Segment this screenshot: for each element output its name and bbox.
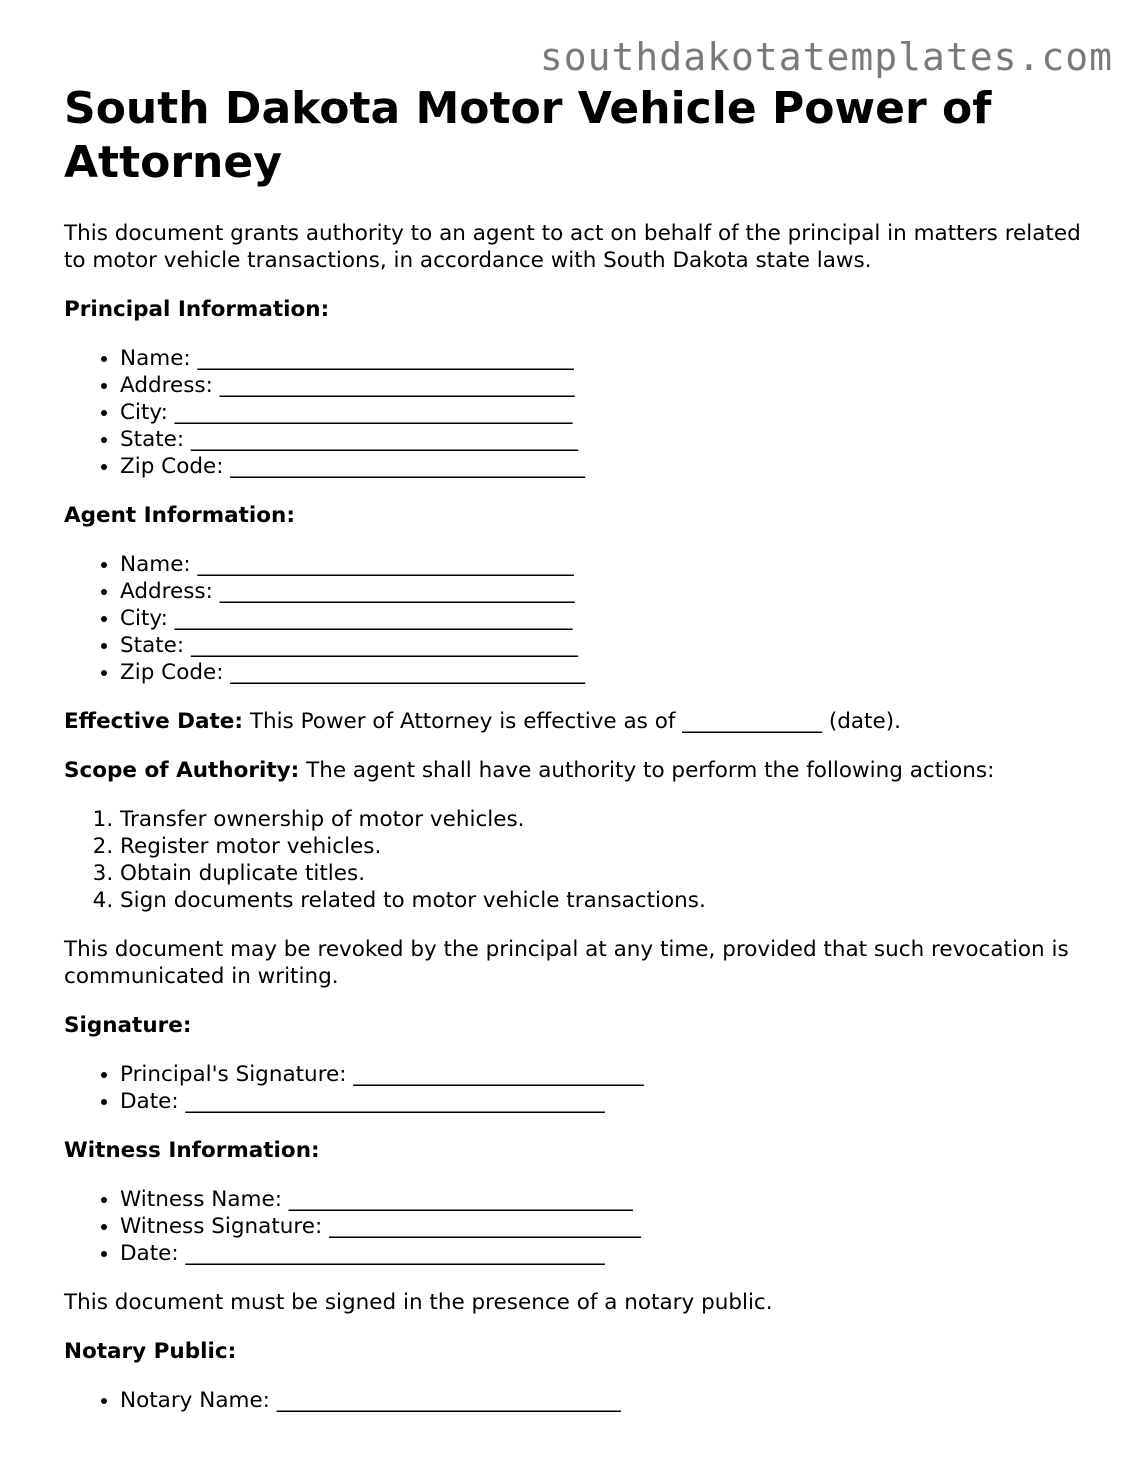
notary-fields (64, 1387, 1104, 1414)
revocation-paragraph: This document may be revoked by the principal at any time, provided that such revocation is communicated in writing. (64, 937, 1069, 989)
site-watermark: southdakotatemplates.com (539, 35, 1113, 79)
witness-signature-field: • Witness Signature: _____________________________ (120, 1213, 1104, 1240)
principal-fields (64, 345, 1104, 480)
scope-actions-list (64, 806, 1104, 914)
scope-action-item: 4. Sign documents related to motor vehicle transactions. (120, 887, 1104, 914)
scope-action-item: 3. Obtain duplicate titles. (120, 860, 1104, 887)
principal-city-field: • City: _____________________________________ (120, 399, 1104, 426)
notary-note-paragraph: This document must be signed in the presence of a notary public. (64, 1290, 773, 1315)
principal-name-field: • Name: ___________________________________ (120, 345, 1104, 372)
signature-fields (64, 1061, 1104, 1115)
scope-label: Scope of Authority: (64, 758, 300, 783)
principal-heading: Principal Information: (64, 297, 330, 322)
witness-date-field: • Date: _______________________________________ (120, 1240, 1104, 1267)
principal-zip-field: • Zip Code: _________________________________ (120, 453, 1104, 480)
signature-date-field: • Date: _______________________________________ (120, 1088, 1104, 1115)
principal-address-field: • Address: _________________________________ (120, 372, 1104, 399)
agent-heading: Agent Information: (64, 503, 295, 528)
notary-heading: Notary Public: (64, 1339, 237, 1364)
agent-zip-field: • Zip Code: _________________________________ (120, 659, 1104, 686)
effective-date-paragraph (64, 708, 1104, 735)
agent-name-field: • Name: ___________________________________ (120, 551, 1104, 578)
witness-name-field: • Witness Name: ________________________________ (120, 1186, 1104, 1213)
scope-action-item: 2. Register motor vehicles. (120, 833, 1104, 860)
document-body (64, 82, 1104, 1436)
scope-action-item: 1. Transfer ownership of motor vehicles. (120, 806, 1104, 833)
witness-heading: Witness Information: (64, 1138, 320, 1163)
intro-paragraph: This document grants authority to an agent to act on behalf of the principal in matters related to motor vehicle transactions, in accordance with South Dakota state laws. (64, 221, 1081, 273)
signature-heading: Signature: (64, 1013, 192, 1038)
agent-city-field: • City: _____________________________________ (120, 605, 1104, 632)
witness-fields (64, 1186, 1104, 1267)
scope-paragraph (64, 757, 1104, 784)
effective-date-label: Effective Date: (64, 709, 243, 734)
principal-state-field: • State: ____________________________________ (120, 426, 1104, 453)
agent-address-field: • Address: _________________________________ (120, 578, 1104, 605)
agent-state-field: • State: ____________________________________ (120, 632, 1104, 659)
principal-signature-field: • Principal's Signature: ___________________________ (120, 1061, 1104, 1088)
effective-date-text: This Power of Attorney is effective as of _____________ (date). (242, 709, 901, 734)
agent-fields (64, 551, 1104, 686)
notary-name-field: • Notary Name: ________________________________ (120, 1387, 1104, 1414)
document-title: South Dakota Motor Vehicle Power of Attorney (64, 83, 992, 188)
scope-text: The agent shall have authority to perform the following actions: (299, 758, 995, 783)
